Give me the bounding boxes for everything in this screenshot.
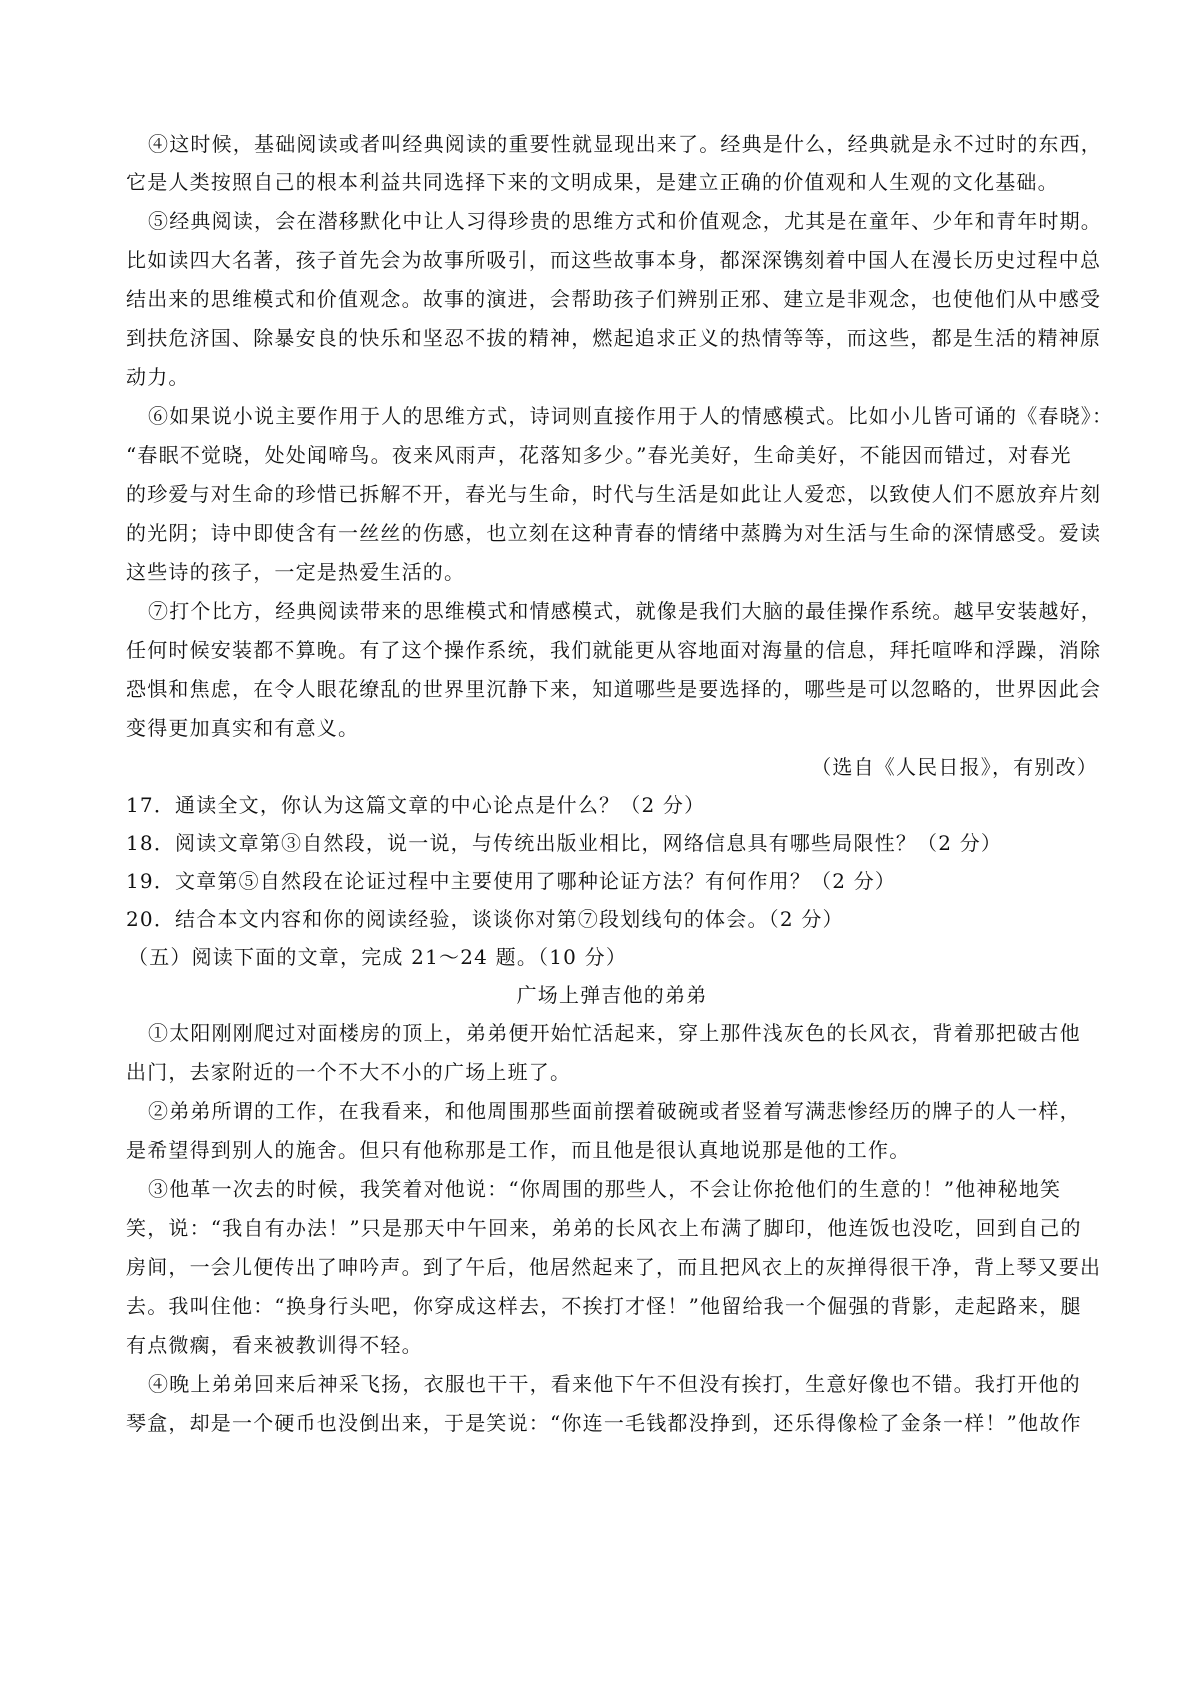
- source-citation: （选自《人民日报》，有别改）: [811, 755, 1098, 779]
- para6-line-3: 的珍爱与对生命的珍惜已拆解不开，春光与生命，时代与生活是如此让人爱恋，以致使人们不愿放弃片刻: [126, 482, 1102, 506]
- para4-line-1: ④这时候，基础阅读或者叫经典阅读的重要性就显现出来了。经典是什么，经典就是永不过时的东西，: [148, 132, 1102, 156]
- question-20: 20．结合本文内容和你的阅读经验，谈谈你对第⑦段划线句的体会。（2 分）: [126, 907, 844, 931]
- story-p1-line-2: 出门，去家附近的一个不大不小的广场上班了。: [126, 1060, 572, 1084]
- para7-line-2: 任何时候安装都不算晚。有了这个操作系统，我们就能更从容地面对海量的信息，拜托喧哗和浮躁，消除: [126, 638, 1102, 662]
- para7-line-3: 恐惧和焦虑，在令人眼花缭乱的世界里沉静下来，知道哪些是要选择的，哪些是可以忽略的，世界因此会: [126, 677, 1102, 701]
- story-p4-line-2: 琴盒，却是一个硬币也没倒出来，于是笑说：“你连一毛钱都没挣到，还乐得像检了金条一样！”他故作: [126, 1411, 1082, 1435]
- question-19: 19．文章第⑤自然段在论证过程中主要使用了哪种论证方法？有何作用？（2 分）: [126, 869, 897, 893]
- question-18: 18．阅读文章第③自然段，说一说，与传统出版业相比，网络信息具有哪些局限性？（2 分）: [126, 831, 1003, 855]
- story-title: 广场上弹吉他的弟弟: [516, 983, 708, 1007]
- story-p3-line-5: 有点微瘸，看来被教训得不轻。: [126, 1333, 423, 1357]
- section-5-heading: （五）阅读下面的文章，完成 21～24 题。（10 分）: [128, 945, 628, 969]
- para7-line-4: 变得更加真实和有意义。: [126, 716, 360, 740]
- story-p2-line-2: 是希望得到别人的施舍。但只有他称那是工作，而且他是很认真地说那是他的工作。: [126, 1138, 911, 1162]
- para4-line-2: 它是人类按照自己的根本利益共同选择下来的文明成果，是建立正确的价值观和人生观的文化基础。: [126, 170, 1059, 194]
- question-17: 17．通读全文，你认为这篇文章的中心论点是什么？（2 分）: [126, 793, 706, 817]
- story-p4-line-1: ④晚上弟弟回来后神采飞扬，衣服也干干，看来他下午不但没有挨打，生意好像也不错。我打开他的: [148, 1372, 1081, 1396]
- story-p3-line-3: 房间，一会儿便传出了呻吟声。到了午后，他居然起来了，而且把风衣上的灰掸得很干净，背上琴又要出: [126, 1255, 1102, 1279]
- story-p3-line-4: 去。我叫住他：“换身行头吧，你穿成这样去，不挨打才怪！”他留给我一个倔强的背影，走起路来，腿: [126, 1294, 1082, 1318]
- story-p2-line-1: ②弟弟所谓的工作，在我看来，和他周围那些面前摆着破碗或者竖着写满悲惨经历的牌子的人一样，: [148, 1099, 1081, 1123]
- para7-line-1: ⑦打个比方，经典阅读带来的思维模式和情感模式，就像是我们大脑的最佳操作系统。越早安装越好，: [148, 599, 1102, 623]
- story-p1-line-1: ①太阳刚刚爬过对面楼房的顶上，弟弟便开始忙活起来，穿上那件浅灰色的长风衣，背着那把破古他: [148, 1021, 1081, 1045]
- story-p3-line-1: ③他革一次去的时候，我笑着对他说：“你周围的那些人，不会让你抢他们的生意的！”他神秘地笑: [148, 1177, 1062, 1201]
- para6-line-1: ⑥如果说小说主要作用于人的思维方式，诗词则直接作用于人的情感模式。比如小儿皆可诵的《春晓》：: [148, 404, 1114, 428]
- para5-line-4: 到扶危济国、除暴安良的快乐和坚忍不拔的精神，燃起追求正义的热情等等，而这些，都是生活的精神原: [126, 326, 1102, 350]
- para5-line-2: 比如读四大名著，孩子首先会为故事所吸引，而这些故事本身，都深深镌刻着中国人在漫长历史过程中总: [126, 248, 1102, 272]
- para6-line-2: “春眠不觉晓，处处闻啼鸟。夜来风雨声，花落知多少。”春光美好，生命美好，不能因而错过，对春光: [126, 443, 1072, 467]
- para5-line-5: 动力。: [126, 365, 190, 389]
- para5-line-1: ⑤经典阅读，会在潜移默化中让人习得珍贵的思维方式和价值观念，尤其是在童年、少年和青年时期。: [148, 209, 1102, 233]
- para6-line-4: 的光阴；诗中即使含有一丝丝的伤感，也立刻在这种青春的情绪中蒸腾为对生活与生命的深情感受。爱读: [126, 521, 1102, 545]
- story-p3-line-2: 笑，说：“我自有办法！”只是那天中午回来，弟弟的长风衣上布满了脚印，他连饭也没吃，回到自己的: [126, 1216, 1082, 1240]
- para6-line-5: 这些诗的孩子，一定是热爱生活的。: [126, 560, 466, 584]
- para5-line-3: 结出来的思维模式和价值观念。故事的演进，会帮助孩子们辨别正邪、建立是非观念，也使他们从中感受: [126, 287, 1102, 311]
